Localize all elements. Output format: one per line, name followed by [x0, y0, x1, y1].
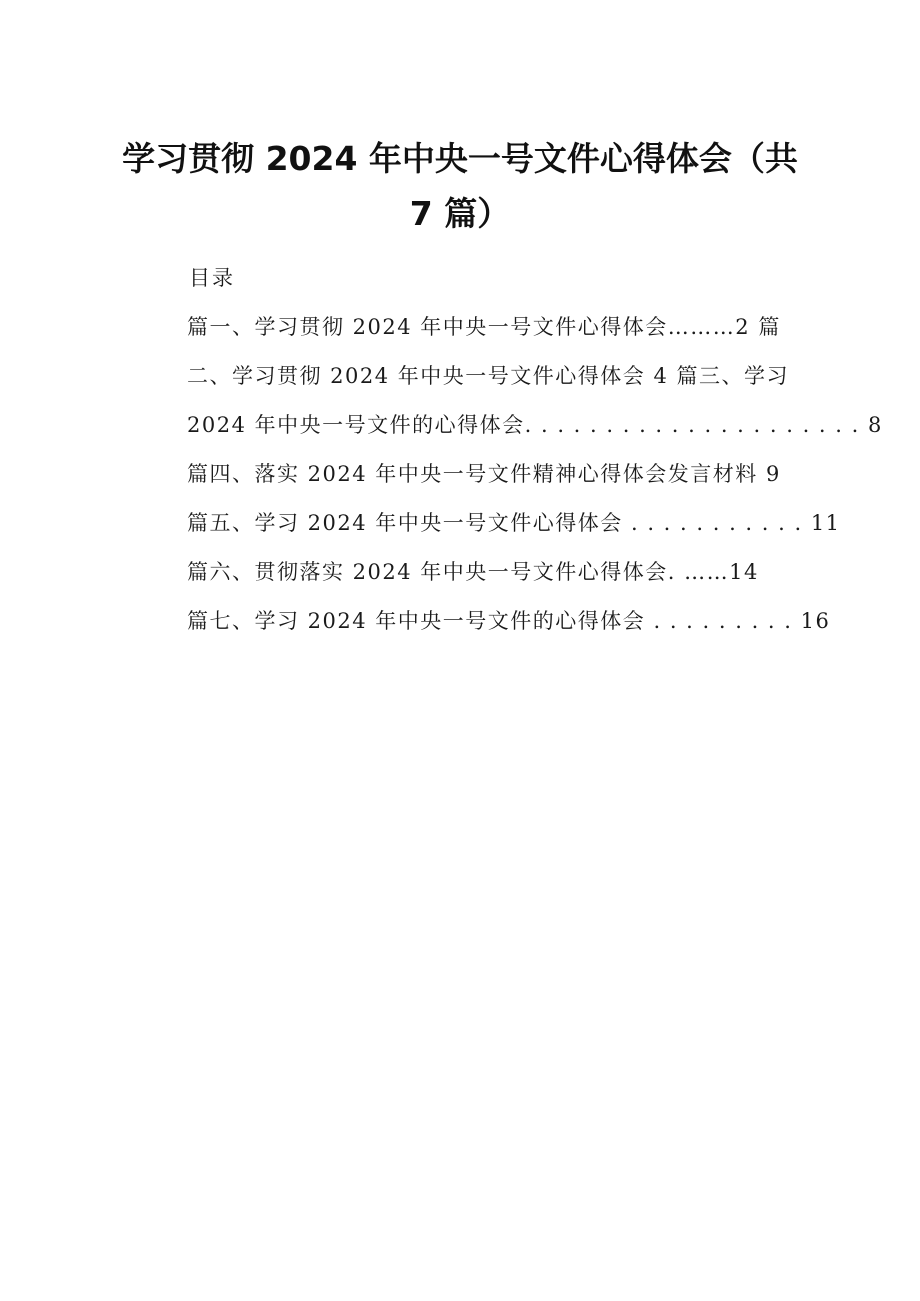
toc-line-5: 篇五、学习 2024 年中央一号文件心得体会 . . . . . . . . . . . 11 [187, 511, 841, 535]
toc-line-3: 2024 年中央一号文件的心得体会. . . . . . . . . . . . . . . . . . . . . 8 [187, 413, 883, 437]
toc-line-6: 篇六、贯彻落实 2024 年中央一号文件心得体会. ……14 [187, 560, 759, 584]
toc-heading: 目录 [189, 266, 235, 290]
document-title-line-2: 7 篇） [409, 194, 511, 233]
toc-line-2: 二、学习贯彻 2024 年中央一号文件心得体会 4 篇三、学习 [187, 364, 790, 388]
document-title-line-1: 学习贯彻 2024 年中央一号文件心得体会（共 [122, 139, 798, 178]
toc-line-1: 篇一、学习贯彻 2024 年中央一号文件心得体会………2 篇 [187, 315, 781, 339]
toc-line-4: 篇四、落实 2024 年中央一号文件精神心得体会发言材料 9 [187, 462, 781, 486]
toc-line-7: 篇七、学习 2024 年中央一号文件的心得体会 . . . . . . . . . 16 [187, 609, 831, 633]
table-of-contents [187, 308, 883, 651]
